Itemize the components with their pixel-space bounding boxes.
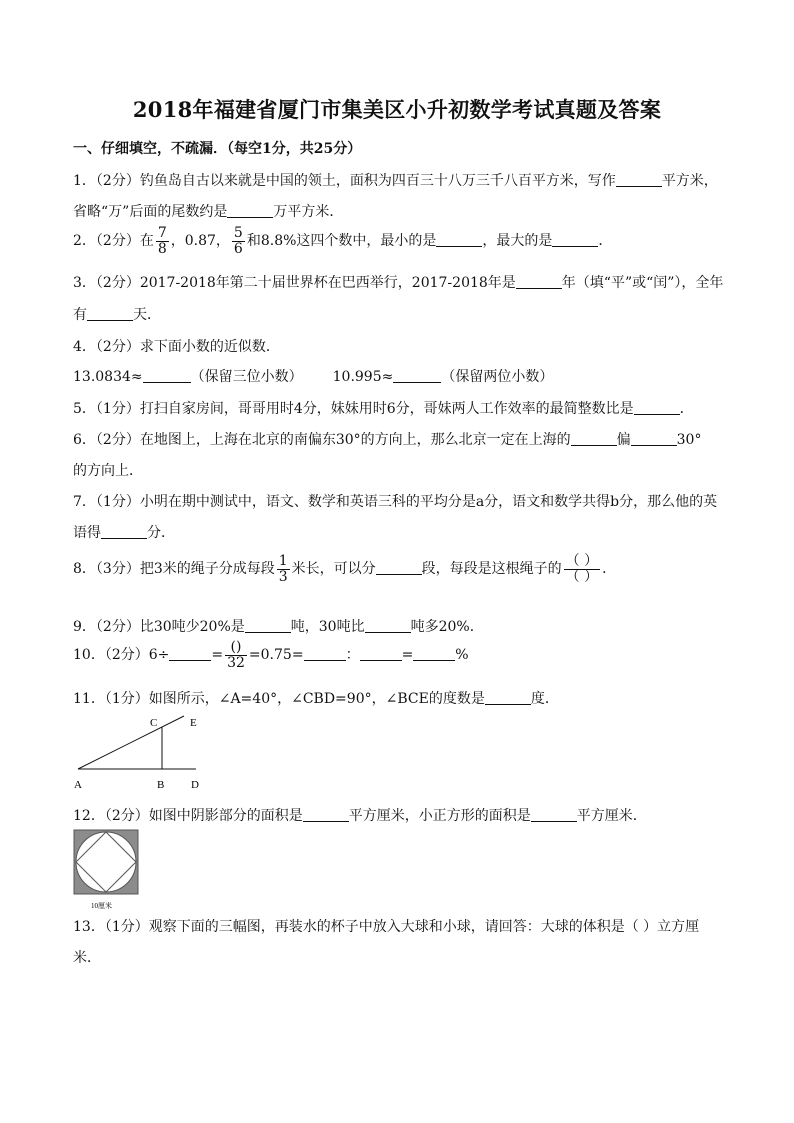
question-3-line-2 xyxy=(73,304,161,324)
q6-text-a: 6．（2分）在地图上，上海在北京的南偏东30°的方向上，那么北京一定在上海的 xyxy=(73,432,571,448)
q11-text-b: 度． xyxy=(530,691,559,707)
q8-blank-numerator: （ ） xyxy=(565,553,599,569)
section-heading: 一、仔细填空，不疏漏．（每空1分，共25分） xyxy=(73,141,362,157)
q7-text-b: 语得 xyxy=(73,525,101,541)
q10-text-f: % xyxy=(455,647,469,664)
q7-blank[interactable] xyxy=(101,524,147,539)
q8-fraction xyxy=(277,554,290,584)
angle-figure xyxy=(70,712,210,794)
shaded-area-figure xyxy=(73,829,143,911)
q12-text-a: 12．（2分）如图中阴影部分的面积是 xyxy=(73,808,303,824)
q8-text-b: 米长，可以分 xyxy=(291,561,376,578)
q4-blank-1[interactable] xyxy=(143,368,191,383)
q6-text-b: 偏 xyxy=(616,432,631,448)
q3-text-b: 年（填“平”或“闰”），全年 xyxy=(561,275,724,291)
q3-text-c: 有 xyxy=(73,307,87,323)
q1-blank-2[interactable] xyxy=(227,203,273,218)
q10-text-b: = xyxy=(211,647,224,664)
q10-blank-1[interactable] xyxy=(169,646,211,661)
q10-blank-4[interactable] xyxy=(413,646,455,661)
q2-text-a: 2．（2分）在 xyxy=(73,233,154,250)
q2-fraction-2-numerator: 5 xyxy=(233,225,243,241)
question-13-line-1: 13．（1分）观察下面的三幅图，再装水的杯子中放入大球和小球，请回答：大球的体积是（ ）立方厘 xyxy=(73,919,700,935)
q9-text-b: 吨，30吨比 xyxy=(290,619,365,635)
q4-item-2: 10.995≈ xyxy=(332,369,394,385)
question-4-items xyxy=(73,366,553,386)
q8-text-c: 段，每段是这根绳子的 xyxy=(421,561,562,578)
q3-blank-1[interactable] xyxy=(516,274,562,289)
q8-blank-denominator: （ ） xyxy=(565,568,599,585)
q6-text-c: 30° xyxy=(676,432,702,448)
label-a: A xyxy=(74,779,82,791)
q1-text-c: 省略“万”后面的尾数约是 xyxy=(73,204,228,220)
q10-fraction-denominator: 32 xyxy=(227,654,245,671)
q12-text-c: 平方厘米． xyxy=(576,808,647,824)
q2-text-e: ． xyxy=(598,233,613,250)
label-d: D xyxy=(191,779,199,791)
question-1-line-2 xyxy=(73,201,343,221)
question-4: 4．（2分）求下面小数的近似数． xyxy=(73,339,280,355)
q4-note-1: （保留三位小数） xyxy=(190,369,303,385)
question-2 xyxy=(73,226,612,256)
q7-text-c: 分． xyxy=(147,525,175,541)
q2-blank-1[interactable] xyxy=(436,232,482,247)
q5-text-b: ． xyxy=(679,401,694,417)
q12-blank-1[interactable] xyxy=(303,807,349,822)
q2-fraction-2 xyxy=(232,226,245,256)
question-5 xyxy=(73,398,694,418)
question-13-line-2: 米． xyxy=(73,950,101,966)
q10-fraction xyxy=(225,640,247,670)
q5-blank[interactable] xyxy=(634,400,680,415)
q10-fraction-numerator: () xyxy=(225,640,247,656)
q10-text-a: 10．（2分）6÷ xyxy=(73,647,170,664)
question-8 xyxy=(73,554,616,584)
q1-text-a: 1．（2分）钓鱼岛自古以来就是中国的领土，面积为四百三十八万三千八百平方米，写作 xyxy=(73,173,616,189)
q2-fraction-2-denominator: 6 xyxy=(233,240,243,257)
question-10 xyxy=(73,640,469,670)
question-12 xyxy=(73,805,647,825)
label-b: B xyxy=(157,779,165,791)
q4-item-1: 13.0834≈ xyxy=(73,369,143,385)
q1-text-b: 平方米， xyxy=(661,173,718,189)
q2-fraction-1-denominator: 8 xyxy=(157,240,167,257)
question-1-line-1 xyxy=(73,170,718,190)
q8-text-a: 8．（3分）把3米的绳子分成每段 xyxy=(73,561,275,578)
page-title: 2018年福建省厦门市集美区小升初数学考试真题及答案 xyxy=(132,97,662,122)
q10-text-e: = xyxy=(401,647,414,664)
q10-blank-3[interactable] xyxy=(360,646,402,661)
question-7-line-1: 7．（1分）小明在期中测试中，语文、数学和英语三科的平均分是a分，语文和数学共得b分，那么他的英 xyxy=(73,494,718,510)
q5-text-a: 5．（1分）打扫自家房间，哥哥用时4分，妹妹用时6分，哥妹两人工作效率的最简整数比是 xyxy=(73,401,634,417)
q8-blank-1[interactable] xyxy=(376,560,422,575)
q2-text-c: 和8.8%这四个数中，最小的是 xyxy=(246,233,437,250)
q4-note-2: （保留两位小数） xyxy=(441,369,554,385)
q3-text-d: 天． xyxy=(133,307,161,323)
question-7-line-2 xyxy=(73,522,175,542)
q2-blank-2[interactable] xyxy=(552,232,598,247)
q2-fraction-1 xyxy=(156,226,169,256)
q8-fraction-denominator: 3 xyxy=(278,568,288,585)
q11-blank[interactable] xyxy=(485,690,531,705)
label-c: C xyxy=(150,717,158,729)
q1-text-d: 万平方米． xyxy=(273,204,344,220)
question-6-line-2: 的方向上． xyxy=(73,463,143,479)
q10-blank-2[interactable] xyxy=(304,646,346,661)
q2-text-b: ，0.87， xyxy=(170,233,230,250)
question-3-line-1 xyxy=(73,272,723,292)
q4-blank-2[interactable] xyxy=(393,368,441,383)
q9-blank-1[interactable] xyxy=(245,618,291,633)
q2-text-d: ，最大的是 xyxy=(482,233,553,250)
figure-caption: 10厘米 xyxy=(91,902,112,910)
q8-fraction-numerator: 1 xyxy=(278,553,288,569)
q9-text-a: 9．（2分）比30吨少20%是 xyxy=(73,619,245,635)
q3-blank-2[interactable] xyxy=(87,306,133,321)
line-ae xyxy=(78,716,184,769)
q6-blank-2[interactable] xyxy=(631,431,677,446)
question-9 xyxy=(73,616,484,636)
q10-text-c: =0.75= xyxy=(248,647,304,664)
q12-blank-2[interactable] xyxy=(531,807,577,822)
q9-text-c: 吨多20%． xyxy=(410,619,484,635)
q6-blank-1[interactable] xyxy=(571,431,617,446)
label-e: E xyxy=(190,717,197,729)
q11-text-a: 11．（1分）如图所示，∠A=40°，∠CBD=90°，∠BCE的度数是 xyxy=(73,691,485,707)
q9-blank-2[interactable] xyxy=(365,618,411,633)
q3-text-a: 3．（2分）2017-2018年第二十届世界杯在巴西举行，2017-2018年是 xyxy=(73,275,516,291)
q10-text-d: ： xyxy=(345,647,360,664)
q2-fraction-1-numerator: 7 xyxy=(157,225,167,241)
question-11 xyxy=(73,688,559,708)
q12-text-b: 平方厘米，小正方形的面积是 xyxy=(348,808,531,824)
q8-blank-fraction[interactable] xyxy=(564,554,600,584)
q8-text-d: ． xyxy=(602,561,617,578)
q1-blank-1[interactable] xyxy=(616,172,662,187)
question-6-line-1 xyxy=(73,429,701,449)
